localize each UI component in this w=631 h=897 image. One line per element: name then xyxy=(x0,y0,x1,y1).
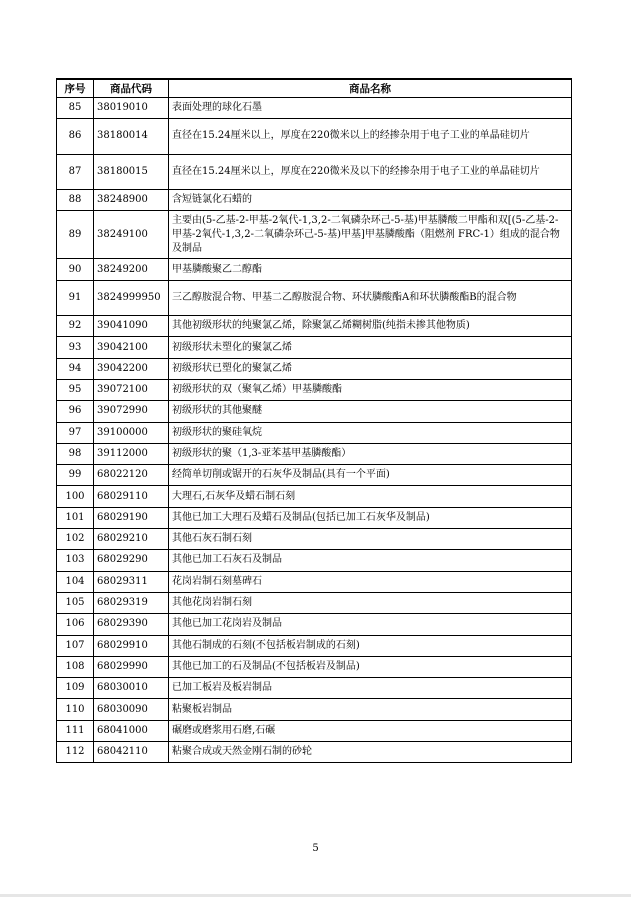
row-code-cell: 3824999950 xyxy=(94,280,169,315)
table-row xyxy=(57,401,572,422)
table-row xyxy=(57,614,572,635)
table-row xyxy=(57,443,572,464)
header-code: 商品代码 xyxy=(94,79,169,98)
row-code-cell: 38249100 xyxy=(94,211,169,259)
table-row xyxy=(57,571,572,592)
table-row xyxy=(57,337,572,358)
row-seq-cell: 105 xyxy=(57,592,94,613)
table-row xyxy=(57,550,572,571)
header-name: 商品名称 xyxy=(169,79,572,98)
row-code-cell: 68030090 xyxy=(94,699,169,720)
table-row xyxy=(57,211,572,259)
row-seq-cell: 106 xyxy=(57,614,94,635)
row-name-cell: 其他初级形状的纯聚氯乙烯，除聚氯乙烯糊树脂(纯指未掺其他物质) xyxy=(169,316,572,337)
row-code-cell: 68041000 xyxy=(94,720,169,741)
row-seq-cell: 96 xyxy=(57,401,94,422)
row-seq-cell: 103 xyxy=(57,550,94,571)
table-row xyxy=(57,379,572,400)
row-seq-cell: 92 xyxy=(57,316,94,337)
row-seq-cell: 107 xyxy=(57,635,94,656)
row-code-cell: 39112000 xyxy=(94,443,169,464)
row-seq-cell: 99 xyxy=(57,465,94,486)
table-row xyxy=(57,98,572,119)
row-code-cell: 38248900 xyxy=(94,190,169,211)
table-row xyxy=(57,678,572,699)
table-row xyxy=(57,422,572,443)
row-code-cell: 38249200 xyxy=(94,259,169,280)
row-seq-cell: 98 xyxy=(57,443,94,464)
table-row xyxy=(57,720,572,741)
table-body xyxy=(57,98,572,763)
table-row xyxy=(57,635,572,656)
header-seq: 序号 xyxy=(57,79,94,98)
row-seq-cell: 101 xyxy=(57,507,94,528)
row-seq-cell: 87 xyxy=(57,154,94,189)
row-code-cell: 68029190 xyxy=(94,507,169,528)
row-seq-cell: 111 xyxy=(57,720,94,741)
row-name-cell: 含短链氯化石蜡的 xyxy=(169,190,572,211)
row-name-cell: 甲基膦酸聚乙二醇酯 xyxy=(169,259,572,280)
row-seq-cell: 100 xyxy=(57,486,94,507)
table-row xyxy=(57,154,572,189)
row-name-cell: 初级形状未塑化的聚氯乙烯 xyxy=(169,337,572,358)
row-code-cell: 68029990 xyxy=(94,656,169,677)
row-name-cell: 其他已加工花岗岩及制品 xyxy=(169,614,572,635)
row-code-cell: 38180015 xyxy=(94,154,169,189)
row-name-cell: 碾磨或磨浆用石磨,石碾 xyxy=(169,720,572,741)
row-seq-cell: 104 xyxy=(57,571,94,592)
table-row xyxy=(57,280,572,315)
row-name-cell: 其他已加工石灰石及制品 xyxy=(169,550,572,571)
row-code-cell: 68022120 xyxy=(94,465,169,486)
row-name-cell: 初级形状的其他聚醚 xyxy=(169,401,572,422)
row-seq-cell: 91 xyxy=(57,280,94,315)
row-name-cell: 初级形状的聚硅氧烷 xyxy=(169,422,572,443)
table-row xyxy=(57,119,572,154)
row-code-cell: 39072990 xyxy=(94,401,169,422)
table-row xyxy=(57,592,572,613)
table-row xyxy=(57,486,572,507)
row-name-cell: 其他已加工大理石及蜡石及制品(包括已加工石灰华及制品) xyxy=(169,507,572,528)
row-code-cell: 68029210 xyxy=(94,529,169,550)
row-seq-cell: 97 xyxy=(57,422,94,443)
row-code-cell: 39100000 xyxy=(94,422,169,443)
row-name-cell: 粘聚合成或天然金刚石制的砂轮 xyxy=(169,742,572,763)
row-seq-cell: 95 xyxy=(57,379,94,400)
row-name-cell: 直径在15.24厘米以上，厚度在220微米及以下的经掺杂用于电子工业的单晶硅切片 xyxy=(169,154,572,189)
row-name-cell: 其他石灰石制石刻 xyxy=(169,529,572,550)
table-header-row xyxy=(57,79,572,98)
row-seq-cell: 108 xyxy=(57,656,94,677)
table-row xyxy=(57,656,572,677)
row-seq-cell: 86 xyxy=(57,119,94,154)
table-row xyxy=(57,507,572,528)
row-name-cell: 初级形状的聚（1,3-亚苯基甲基膦酸酯） xyxy=(169,443,572,464)
row-name-cell: 三乙醇胺混合物、甲基二乙醇胺混合物、环状膦酸酯A和环状膦酸酯B的混合物 xyxy=(169,280,572,315)
row-seq-cell: 89 xyxy=(57,211,94,259)
row-seq-cell: 88 xyxy=(57,190,94,211)
row-code-cell: 68029290 xyxy=(94,550,169,571)
table-row xyxy=(57,699,572,720)
table-row xyxy=(57,358,572,379)
table-row xyxy=(57,190,572,211)
row-seq-cell: 102 xyxy=(57,529,94,550)
row-name-cell: 其他石制成的石刻(不包括板岩制成的石刻) xyxy=(169,635,572,656)
row-seq-cell: 112 xyxy=(57,742,94,763)
row-code-cell: 68029311 xyxy=(94,571,169,592)
row-code-cell: 68029319 xyxy=(94,592,169,613)
row-name-cell: 其他已加工的石及制品(不包括板岩及制品) xyxy=(169,656,572,677)
row-code-cell: 38019010 xyxy=(94,98,169,119)
row-name-cell: 直径在15.24厘米以上，厚度在220微米以上的经掺杂用于电子工业的单晶硅切片 xyxy=(169,119,572,154)
row-name-cell: 主要由(5-乙基-2-甲基-2氧代-1,3,2-二氧磷杂环己-5-基)甲基膦酸二甲酯和双[(5-乙基-2-甲基-2氧代-1,3,2-二氧磷杂环己-5-基)甲基]甲基膦酸酯（阻燃剂 FRC-1）组成的混合物及制品 xyxy=(169,211,572,259)
table-row xyxy=(57,742,572,763)
row-code-cell: 39042100 xyxy=(94,337,169,358)
row-code-cell: 68029390 xyxy=(94,614,169,635)
row-name-cell: 大理石,石灰华及蜡石制石刻 xyxy=(169,486,572,507)
row-seq-cell: 85 xyxy=(57,98,94,119)
row-code-cell: 39042200 xyxy=(94,358,169,379)
row-name-cell: 已加工板岩及板岩制品 xyxy=(169,678,572,699)
goods-table xyxy=(56,78,572,763)
table-row xyxy=(57,316,572,337)
row-seq-cell: 110 xyxy=(57,699,94,720)
row-seq-cell: 109 xyxy=(57,678,94,699)
row-code-cell: 68042110 xyxy=(94,742,169,763)
row-name-cell: 花岗岩制石刻墓碑石 xyxy=(169,571,572,592)
row-seq-cell: 94 xyxy=(57,358,94,379)
row-code-cell: 68030010 xyxy=(94,678,169,699)
row-name-cell: 经简单切削或锯开的石灰华及制品(具有一个平面) xyxy=(169,465,572,486)
row-name-cell: 初级形状已塑化的聚氯乙烯 xyxy=(169,358,572,379)
row-seq-cell: 93 xyxy=(57,337,94,358)
row-name-cell: 粘聚板岩制品 xyxy=(169,699,572,720)
row-code-cell: 39041090 xyxy=(94,316,169,337)
row-name-cell: 其他花岗岩制石刻 xyxy=(169,592,572,613)
page-number: 5 xyxy=(312,843,319,854)
row-code-cell: 68029910 xyxy=(94,635,169,656)
row-code-cell: 68029110 xyxy=(94,486,169,507)
row-name-cell: 表面处理的球化石墨 xyxy=(169,98,572,119)
row-seq-cell: 90 xyxy=(57,259,94,280)
table-row xyxy=(57,529,572,550)
table-row xyxy=(57,259,572,280)
row-code-cell: 39072100 xyxy=(94,379,169,400)
row-code-cell: 38180014 xyxy=(94,119,169,154)
table-row xyxy=(57,465,572,486)
row-name-cell: 初级形状的双（聚氧乙烯）甲基膦酸酯 xyxy=(169,379,572,400)
